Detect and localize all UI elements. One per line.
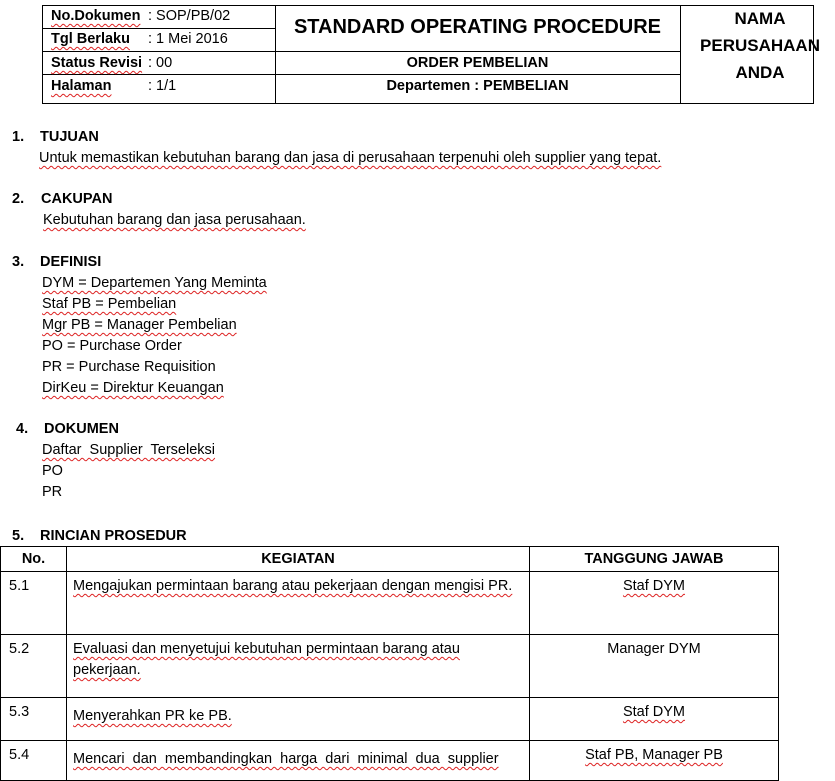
tgl-berlaku-value: : 1 Mei 2016 [148,31,228,47]
row-kegiatan [67,635,530,698]
row-penanggung-jawab [530,572,779,635]
no-dokumen-value: : SOP/PB/02 [148,8,231,24]
cakupan-text: Kebutuhan barang dan jasa perusahaan. [43,212,306,228]
table-row [1,572,779,635]
tujuan-text: Untuk memastikan kebutuhan barang dan jasa di perusahaan terpenuhi oleh supplier yang tepat. [39,150,662,166]
kegiatan-text: Menyerahkan PR ke PB. [73,708,232,724]
no-dokumen-label: No.Dokumen [51,8,141,24]
section-number-cakupan: 2. [12,191,25,207]
definisi-item: Mgr PB = Manager Pembelian [42,317,237,333]
document-title: STANDARD OPERATING PROCEDURE [293,16,662,38]
dokumen-item: PR [42,484,63,500]
company-name-line3: ANDA [735,63,785,82]
dokumen-item: PO [42,463,63,479]
definisi-item: DYM = Departemen Yang Meminta [42,275,267,291]
row-penanggung-jawab [530,635,779,698]
kegiatan-text: Mengajukan permintaan barang atau pekerjaan dengan mengisi PR. [73,578,513,594]
section-number-rincian: 5. [12,528,25,544]
company-name-line2: PERUSAHAAN [700,36,820,55]
section-title-cakupan: CAKUPAN [41,191,113,207]
procedure-table [0,546,779,781]
definisi-item: PO = Purchase Order [42,338,182,354]
definisi-item: Staf PB = Pembelian [42,296,177,312]
column-header-tanggung-jawab: TANGGUNG JAWAB [530,547,779,572]
document-header [42,5,820,104]
halaman-value: : 1/1 [148,78,177,94]
pj-text: Manager DYM [607,641,701,657]
company-name-line1: NAMA [734,9,786,28]
tgl-berlaku-label: Tgl Berlaku [51,31,130,47]
row-number: 5.3 [1,698,67,741]
row-penanggung-jawab [530,698,779,741]
document-subtitle: ORDER PEMBELIAN [406,55,549,71]
section-title-dokumen: DOKUMEN [44,421,119,437]
row-kegiatan [67,572,530,635]
section-title-tujuan: TUJUAN [40,129,99,145]
table-row [1,741,779,781]
kegiatan-text: Evaluasi dan menyetujui kebutuhan permintaan barang atau pekerjaan. [73,641,460,678]
section-title-rincian: RINCIAN PROSEDUR [40,528,187,544]
table-row [1,635,779,698]
table-row [1,698,779,741]
row-penanggung-jawab [530,741,779,781]
departemen-label: Departemen : PEMBELIAN [386,78,569,94]
pj-text: Staf DYM [622,704,686,720]
row-number: 5.2 [1,635,67,698]
definisi-item: PR = Purchase Requisition [42,359,216,375]
section-number-definisi: 3. [12,254,25,270]
section-number-dokumen: 4. [16,421,29,437]
section-title-definisi: DEFINISI [40,254,102,270]
column-header-no: No. [1,547,67,572]
pj-text: Staf PB, Manager PB [585,747,723,763]
column-header-kegiatan: KEGIATAN [67,547,530,572]
kegiatan-text: Mencari dan membandingkan harga dari minimal dua supplier [73,751,499,767]
halaman-label: Halaman [51,78,112,94]
status-revisi-label: Status Revisi [51,55,143,71]
definisi-item: DirKeu = Direktur Keuangan [42,380,224,396]
row-number: 5.1 [1,572,67,635]
pj-text: Staf DYM [622,578,686,594]
row-number: 5.4 [1,741,67,781]
row-kegiatan [67,741,530,781]
dokumen-item: Daftar Supplier Terseleksi [42,442,216,458]
section-number-tujuan: 1. [12,129,25,145]
table-header-row [1,547,779,572]
row-kegiatan [67,698,530,741]
status-revisi-value: : 00 [148,55,173,71]
